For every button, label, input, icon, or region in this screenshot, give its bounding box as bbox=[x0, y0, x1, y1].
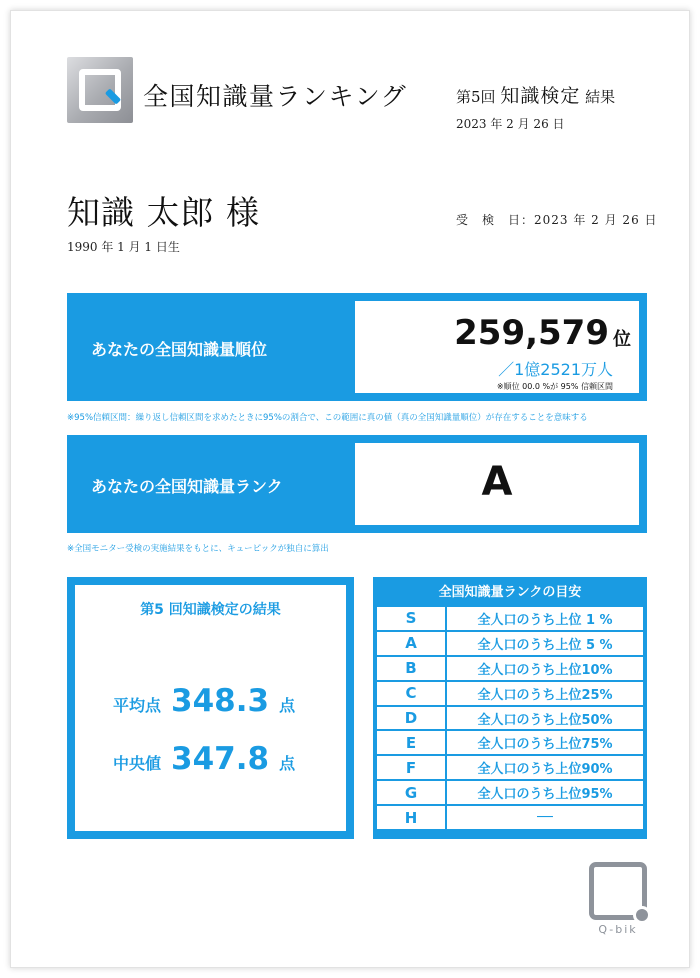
guide-desc: 全人口のうち上位25% bbox=[447, 682, 643, 705]
q-logo-icon bbox=[67, 57, 133, 123]
table-row bbox=[377, 682, 643, 705]
guide-desc: 全人口のうち上位10% bbox=[447, 657, 643, 680]
guide-grade: H bbox=[377, 806, 447, 829]
grade-bar bbox=[67, 435, 647, 533]
table-row bbox=[377, 657, 643, 680]
confidence-note: ※95%信頼区間：繰り返し信頼区間を求めたときに95%の割合で、この範囲に真の値（真の全国知識量順位）が存在することを意味する bbox=[67, 413, 588, 423]
median-unit: 点 bbox=[279, 754, 296, 773]
average-row bbox=[113, 683, 295, 719]
guide-grade: F bbox=[377, 756, 447, 779]
grade-letter: A bbox=[481, 459, 513, 505]
median-label: 中央値 bbox=[113, 754, 162, 773]
guide-desc: ── bbox=[447, 806, 643, 829]
rank-note: ※順位 00.0 %が 95% 信頼区間 bbox=[496, 382, 613, 391]
guide-desc: 全人口のうち上位 1 % bbox=[447, 607, 643, 630]
qbik-logo-icon bbox=[589, 862, 647, 920]
rank-label: あなたの全国知識量順位 bbox=[91, 340, 268, 359]
certificate-sheet bbox=[10, 10, 690, 968]
median-row bbox=[113, 741, 295, 777]
guide-desc: 全人口のうち上位90% bbox=[447, 756, 643, 779]
table-row bbox=[377, 607, 643, 630]
exam-name: 知識検定 bbox=[500, 85, 581, 107]
rank-unit: 位 bbox=[613, 329, 631, 350]
guide-desc: 全人口のうち上位50% bbox=[447, 707, 643, 730]
guide-grade: E bbox=[377, 731, 447, 754]
qbik-logo-text: Q-bik bbox=[598, 923, 638, 936]
method-note: ※全国モニター受検の実施結果をもとに、キューピックが独自に算出 bbox=[67, 544, 329, 554]
exam-date: 2023 年 2 月 26 日 bbox=[456, 117, 565, 131]
table-row bbox=[377, 707, 643, 730]
guide-grade: B bbox=[377, 657, 447, 680]
table-row bbox=[377, 756, 643, 779]
rank-number: 259,579 bbox=[454, 313, 609, 353]
guide-desc: 全人口のうち上位75% bbox=[447, 731, 643, 754]
table-row bbox=[377, 632, 643, 655]
person-name: 知識 太郎 様 bbox=[67, 193, 260, 232]
results-box bbox=[67, 577, 354, 839]
table-row bbox=[377, 781, 643, 804]
median-value: 347.8 bbox=[171, 741, 270, 777]
test-date: 受 検 日：2023 年 2 月 26 日 bbox=[456, 213, 658, 227]
table-row bbox=[377, 806, 643, 829]
grade-label: あなたの全国知識量ランク bbox=[91, 477, 283, 496]
guide-title: 全国知識量ランクの目安 bbox=[438, 585, 582, 600]
guide-grade: D bbox=[377, 707, 447, 730]
guide-grade: C bbox=[377, 682, 447, 705]
guide-desc: 全人口のうち上位95% bbox=[447, 781, 643, 804]
average-label: 平均点 bbox=[113, 696, 162, 715]
average-value: 348.3 bbox=[171, 683, 270, 719]
table-row bbox=[377, 731, 643, 754]
exam-title bbox=[456, 81, 615, 108]
guide-grade: A bbox=[377, 632, 447, 655]
guide-grade: S bbox=[377, 607, 447, 630]
rank-bar bbox=[67, 293, 647, 401]
page-title: 全国知識量ランキング bbox=[143, 82, 408, 111]
exam-suffix: 結果 bbox=[585, 88, 616, 106]
guide-grid bbox=[377, 605, 643, 831]
rank-panel bbox=[355, 301, 639, 393]
average-unit: 点 bbox=[279, 696, 296, 715]
birth-date: 1990 年 1 月 1 日生 bbox=[67, 240, 180, 254]
results-title: 第5 回知識検定の結果 bbox=[140, 602, 281, 618]
guide-desc: 全人口のうち上位 5 % bbox=[447, 632, 643, 655]
guide-grade: G bbox=[377, 781, 447, 804]
exam-prefix: 第5回 bbox=[456, 88, 496, 106]
rank-total: ／1億2521万人 bbox=[498, 360, 613, 379]
rank-guide-table bbox=[373, 577, 647, 839]
grade-panel bbox=[355, 443, 639, 525]
